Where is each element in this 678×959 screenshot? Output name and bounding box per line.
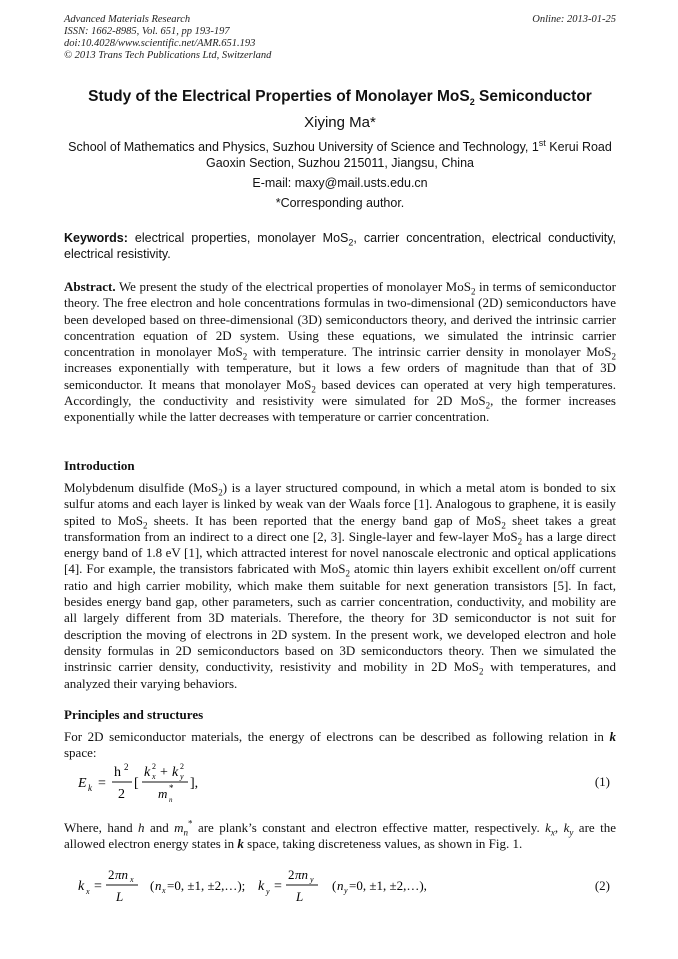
svg-text:y: y: [344, 886, 348, 895]
svg-text:k: k: [172, 765, 179, 780]
svg-text:(: (: [332, 878, 337, 893]
svg-text:x: x: [162, 886, 166, 895]
online-date: Online: 2013-01-25: [532, 14, 616, 25]
corresponding-author-note: *Corresponding author.: [275, 196, 405, 210]
journal-header: [64, 14, 616, 62]
svg-text:k: k: [258, 879, 265, 894]
equation-1: [64, 760, 616, 810]
svg-text:y: y: [180, 772, 184, 781]
svg-text:m: m: [158, 786, 168, 801]
svg-text:=: =: [94, 879, 102, 894]
svg-text:n: n: [169, 796, 173, 804]
svg-text:2: 2: [108, 867, 115, 882]
author-name: Xiying Ma*: [304, 114, 376, 131]
principles-para-1: For 2D semiconductor materials, the energy of electrons can be described as following relation in k space:: [64, 729, 616, 761]
svg-text:k: k: [88, 783, 92, 793]
svg-text:=0, ±1, ±2,…),: =0, ±1, ±2,…),: [349, 878, 427, 893]
svg-text:+: +: [160, 765, 168, 780]
svg-text:=: =: [274, 879, 282, 894]
paper-title: Study of the Electrical Properties of Monolayer MoS$_2$ Semiconductor: [88, 88, 592, 108]
principles-para-2: Where, hand h and $m_n^*$ are plank’s constant and electron effective matter, respectively. $k_x$, $k_y$ are the allowed electron energy states in k space, taking discreteness values, as shown in Fig. 1.: [64, 818, 616, 852]
principles-heading: Principles and structures: [64, 707, 204, 722]
svg-text:2: 2: [124, 762, 129, 772]
introduction-heading: Introduction: [64, 458, 135, 473]
svg-text:y: y: [266, 887, 270, 896]
svg-text:x: x: [152, 772, 156, 781]
equation-2-formula: [78, 866, 518, 910]
equation-1-formula: [78, 760, 298, 808]
svg-text:x: x: [86, 887, 90, 896]
svg-text:E: E: [78, 776, 87, 791]
journal-copyright: © 2013 Trans Tech Publications Ltd, Switzerland: [64, 50, 272, 61]
svg-text:y: y: [310, 875, 314, 884]
svg-text:2: 2: [152, 762, 156, 771]
abstract: Abstract. We present the study of the electrical properties of monolayer MoS$_2$ in terms of semiconductor theory. The free electron and hole concentrations formulas in two-dimensional (2D) semiconductors have been developed based on three-dimensional (3D) semiconductors theory, and derived the intrinsic carrier concentration equation of 2D system. Using these equations, we simulated the intrinsic carrier concentration in monolayer MoS$_2$ with temperature. The intrinsic carrier density in monolayer MoS$_2$ increases exponentially with temperature, but it lows a few orders of magnitude than that of 3D semiconductor. It means that monolayer MoS$_2$ based devices can operated at very high temperatures. Accordingly, the conductivity and resistivity were simulated for 2D MoS$_2$, the former increases exponentially while the latter decreases with temperature or carrier concentration.: [64, 279, 617, 425]
svg-text:n: n: [155, 878, 162, 893]
svg-text:=0, ±1, ±2,…);: =0, ±1, ±2,…);: [167, 878, 246, 893]
svg-text:(: (: [150, 878, 155, 893]
svg-text:L: L: [116, 889, 124, 904]
svg-text:*: *: [169, 783, 174, 793]
equation-1-number: (1): [594, 774, 610, 789]
svg-text:=: =: [98, 776, 106, 791]
svg-text:h: h: [114, 765, 121, 780]
equation-2: [64, 866, 616, 916]
svg-text:[: [: [134, 776, 139, 791]
svg-text:2: 2: [118, 787, 125, 802]
svg-text:],: ],: [190, 776, 199, 791]
svg-text:πn: πn: [295, 867, 309, 882]
svg-text:x: x: [130, 875, 134, 884]
svg-text:k: k: [78, 879, 85, 894]
equation-2-number: (2): [594, 878, 610, 893]
svg-text:2: 2: [180, 762, 184, 771]
svg-text:L: L: [296, 889, 304, 904]
journal-doi[interactable]: doi:10.4028/www.scientific.net/AMR.651.193: [64, 38, 256, 49]
svg-text:πn: πn: [115, 867, 129, 882]
journal-issn: ISSN: 1662-8985, Vol. 651, pp 193-197: [64, 26, 230, 37]
email-line[interactable]: E-mail: maxy@mail.usts.edu.cn: [252, 176, 428, 190]
keywords: Keywords: electrical properties, monolayer MoS$_2$, carrier concentration, electrical conductivity, electrical resistivity.: [64, 231, 616, 261]
introduction-body: Molybdenum disulfide (MoS$_2$) is a layer structured compound, in which a metal atom is bonded to six sulfur atoms and each layer is linked by weak van der Waals force [1]. Analogous to graphene, it is easily spited to MoS$_2$ sheets. It has been reported that the energy band gap of MoS$_2$ sheet takes a great transformation from an indirect to a direct one [2, 3]. Single-layer and few-layer MoS$_2$ has a large direct energy band of 1.8 eV [1], which attracted interest for novel nanoscale electronic and optical applications [4]. For example, the transistors fabricated with MoS$_2$ atomic thin layers exhibit excellent on/off current ratio and high carrier mobility, which make them suitable for next generation transistors [5]. In fact, besides energy band gap, other parameters, such as carrier concentration, conductivity, and mobility are all largely different from 3D materials. Therefore, the theory for 3D semiconductor is not suit for description the moving of electrons in 2D system. In the present work, we developed electron and hole density formulas in 2D semiconductors based on 3D semiconductors theory. Then we simulated the instrinsic carrier density, conductivity, resistivity and mobility in 2D MoS$_2$ with temperatures, and analyzed their varying behaviors.: [64, 480, 617, 691]
journal-name: Advanced Materials Research: [64, 14, 191, 25]
svg-text:2: 2: [288, 867, 295, 882]
svg-text:k: k: [144, 765, 151, 780]
svg-text:n: n: [337, 878, 344, 893]
affiliation: School of Mathematics and Physics, Suzhou University of Science and Technology, 1st Kerui Road Gaoxin Section, Suzhou 215011, Jiangsu, China: [68, 137, 612, 170]
